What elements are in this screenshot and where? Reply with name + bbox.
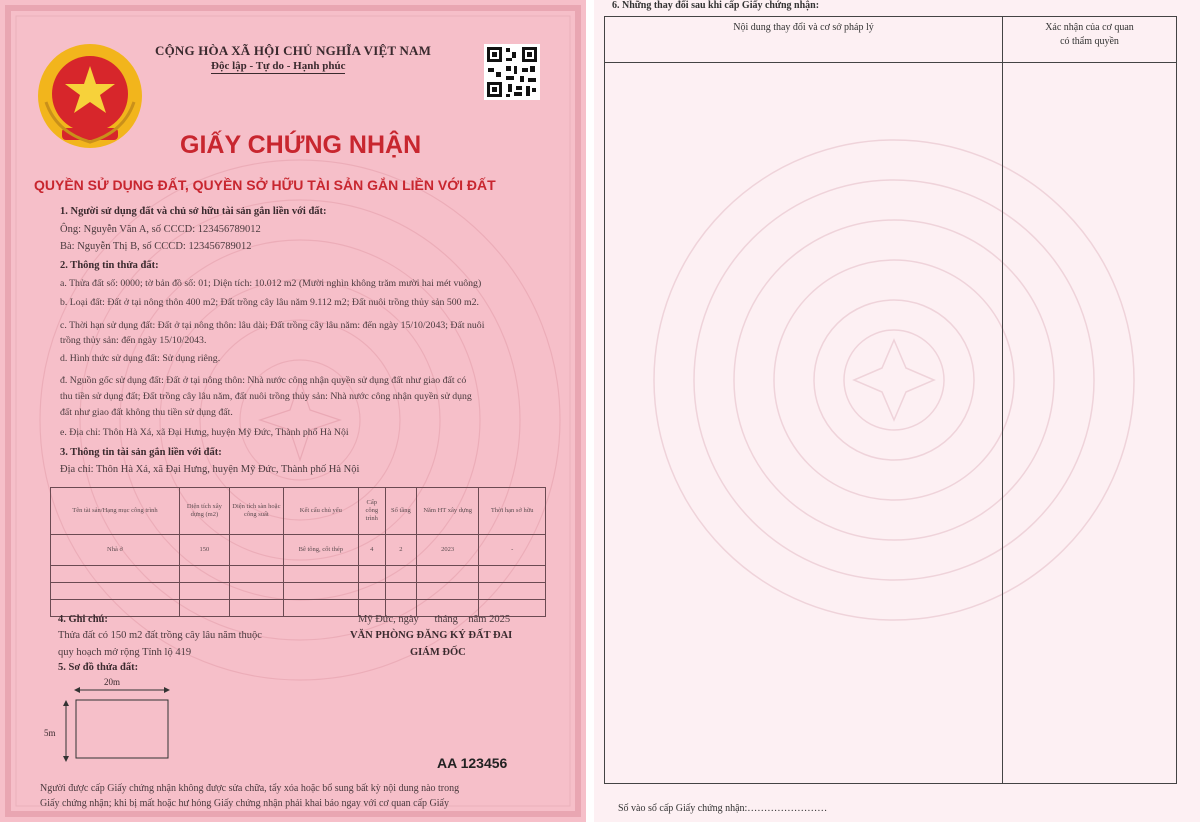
- table-cell: [229, 535, 283, 566]
- section-3-title: 3. Thông tin tài sản gắn liền với đất:: [60, 447, 222, 458]
- parcel-info-line: c. Thời hạn sử dụng đất: Đất ở tại nông thôn: lâu dài; Đất trồng cây lâu năm: đến ngày 15/10/2043; Đất nuôi: [60, 320, 485, 331]
- issuing-office: VĂN PHÒNG ĐĂNG KÝ ĐẤT ĐAI: [350, 630, 513, 641]
- table-cell: [358, 566, 385, 583]
- table-cell: -: [479, 535, 546, 566]
- table-cell: 2: [385, 535, 416, 566]
- table-cell: [283, 566, 358, 583]
- table-cell: [479, 566, 546, 583]
- asset-table-header-row: [51, 488, 546, 535]
- asset-table-header: Cấp công trình: [358, 488, 385, 535]
- note-line: Thửa đất có 150 m2 đất trồng cây lâu năm thuộc: [58, 630, 262, 641]
- table-cell: [385, 566, 416, 583]
- table-cell: [179, 583, 229, 600]
- page-gutter: [586, 0, 594, 822]
- table-row: [51, 566, 546, 583]
- changes-table-body-row: [605, 63, 1177, 784]
- table-cell: [51, 566, 180, 583]
- table-cell: [179, 600, 229, 617]
- changes-content-header-text: Nội dung thay đổi và cơ sở pháp lý: [733, 22, 874, 33]
- parcel-info-line: trồng thủy sản: đến ngày 15/10/2043.: [60, 335, 207, 346]
- changes-section-title: 6. Những thay đổi sau khi cấp Giấy chứng nhận:: [612, 0, 820, 11]
- table-cell: 150: [179, 535, 229, 566]
- section-2-title: 2. Thông tin thửa đất:: [60, 260, 159, 271]
- table-cell: [479, 583, 546, 600]
- changes-table-header-row: [605, 17, 1177, 63]
- table-cell: Nhà ở: [51, 535, 180, 566]
- table-cell: [229, 583, 283, 600]
- table-cell: 4: [358, 535, 385, 566]
- authority-header-line: Xác nhận của cơ quan: [1045, 22, 1134, 33]
- table-cell: [416, 566, 478, 583]
- qr-code-icon: [484, 44, 540, 100]
- table-cell: [179, 566, 229, 583]
- document-title: GIẤY CHỨNG NHẬN: [180, 131, 422, 159]
- asset-table: [50, 487, 546, 617]
- asset-table-header: Diện tích xây dựng (m2): [179, 488, 229, 535]
- table-row: [51, 535, 546, 566]
- table-cell: [416, 583, 478, 600]
- table-cell: [283, 583, 358, 600]
- place-date: Mỹ Đức, ngày tháng năm 2025: [358, 614, 511, 625]
- asset-table-header: Số tầng: [385, 488, 416, 535]
- parcel-info-line: d. Hình thức sử dụng đất: Sử dụng riêng.: [60, 353, 221, 364]
- owner-line: Bà: Nguyễn Thị B, số CCCD: 123456789012: [60, 241, 252, 252]
- table-cell: [385, 583, 416, 600]
- authority-confirmation-header: [1003, 17, 1177, 63]
- table-cell: [229, 600, 283, 617]
- owner-line: Ông: Nguyễn Văn A, số CCCD: 123456789012: [60, 224, 261, 235]
- table-cell: [229, 566, 283, 583]
- asset-table-header: Thời hạn sở hữu: [479, 488, 546, 535]
- table-cell: Bê tông, cốt thép: [283, 535, 358, 566]
- section-1-title: 1. Người sử dụng đất và chủ sở hữu tài sản gắn liền với đất:: [60, 206, 327, 217]
- section-5-title: 5. Sơ đồ thửa đất:: [58, 662, 139, 673]
- asset-table-header: Kết cấu chủ yếu: [283, 488, 358, 535]
- section-4-title: 4. Ghi chú:: [58, 614, 108, 625]
- national-emblem-icon: [36, 42, 144, 150]
- parcel-sketch: [54, 676, 184, 766]
- table-cell: [358, 583, 385, 600]
- note-line: quy hoạch mở rộng Tỉnh lộ 419: [58, 647, 192, 658]
- changes-content-cell: [605, 63, 1003, 784]
- asset-table-header: Diện tích sàn hoặc công suất: [229, 488, 283, 535]
- parcel-info-line: a. Thửa đất số: 0000; tờ bản đồ số: 01; Diện tích: 10.012 m2 (Mười nghìn không trăm mười hai mét vuông): [60, 278, 482, 289]
- parcel-info-line: b. Loại đất: Đất ở tại nông thôn 400 m2; Đất trồng cây lâu năm 9.112 m2; Đất nuôi trồng thủy sản 500 m2.: [60, 297, 479, 308]
- parcel-info-line: đất như giao đất không thu tiền sử dụng đất.: [60, 407, 233, 418]
- table-row: [51, 583, 546, 600]
- sketch-width-label: 20m: [104, 677, 121, 687]
- table-cell: 2023: [416, 535, 478, 566]
- table-cell: [51, 583, 180, 600]
- asset-table-header: Năm HT xây dựng: [416, 488, 478, 535]
- asset-table-header: Tên tài sản/Hạng mục công trình: [51, 488, 180, 535]
- changes-table: [604, 16, 1177, 784]
- sketch-height-label: 5m: [44, 728, 56, 738]
- republic-header: CỘNG HÒA XÃ HỘI CHỦ NGHĨA VIỆT NAM: [155, 43, 432, 58]
- serial-number: AA 123456: [437, 755, 508, 771]
- asset-address: Địa chỉ: Thôn Hà Xá, xã Đại Hưng, huyện Mỹ Đức, Thành phố Hà Nội: [60, 464, 360, 475]
- parcel-info-line: đ. Nguồn gốc sử dụng đất: Đất ở tại nông thôn: Nhà nước công nhận quyền sử dụng đất như giao đất có: [60, 375, 467, 386]
- authority-confirmation-cell: [1003, 63, 1177, 784]
- director-title: GIÁM ĐỐC: [410, 647, 466, 658]
- parcel-info-line: thu tiền sử dụng đất; Đất trồng cây lâu năm, đất nuôi trồng thủy sản: Nhà nước công nhận quyền sử dụng: [60, 391, 472, 402]
- footer-note-line: Giấy chứng nhận; khi bị mất hoặc hư hỏng Giấy chứng nhận phải khai báo ngay với cơ quan cấp Giấy: [40, 798, 449, 809]
- table-cell: [283, 600, 358, 617]
- footer-note-line: Người được cấp Giấy chứng nhận không được sửa chữa, tẩy xóa hoặc bổ sung bất kỳ nội dung nào trong: [40, 783, 460, 794]
- certificate-front-page: [0, 0, 586, 822]
- authority-header-line: có thẩm quyền: [1060, 35, 1119, 47]
- changes-content-header: [605, 17, 1003, 63]
- parcel-info-line: e. Địa chỉ: Thôn Hà Xá, xã Đại Hưng, huyện Mỹ Đức, Thành phố Hà Nội: [60, 427, 349, 438]
- registry-number-line: Số vào sổ cấp Giấy chứng nhận:……………………: [618, 803, 828, 814]
- document-subtitle: QUYỀN SỬ DỤNG ĐẤT, QUYỀN SỞ HỮU TÀI SẢN GẮN LIỀN VỚI ĐẤT: [34, 177, 496, 193]
- national-motto: Độc lập - Tự do - Hạnh phúc: [211, 60, 346, 72]
